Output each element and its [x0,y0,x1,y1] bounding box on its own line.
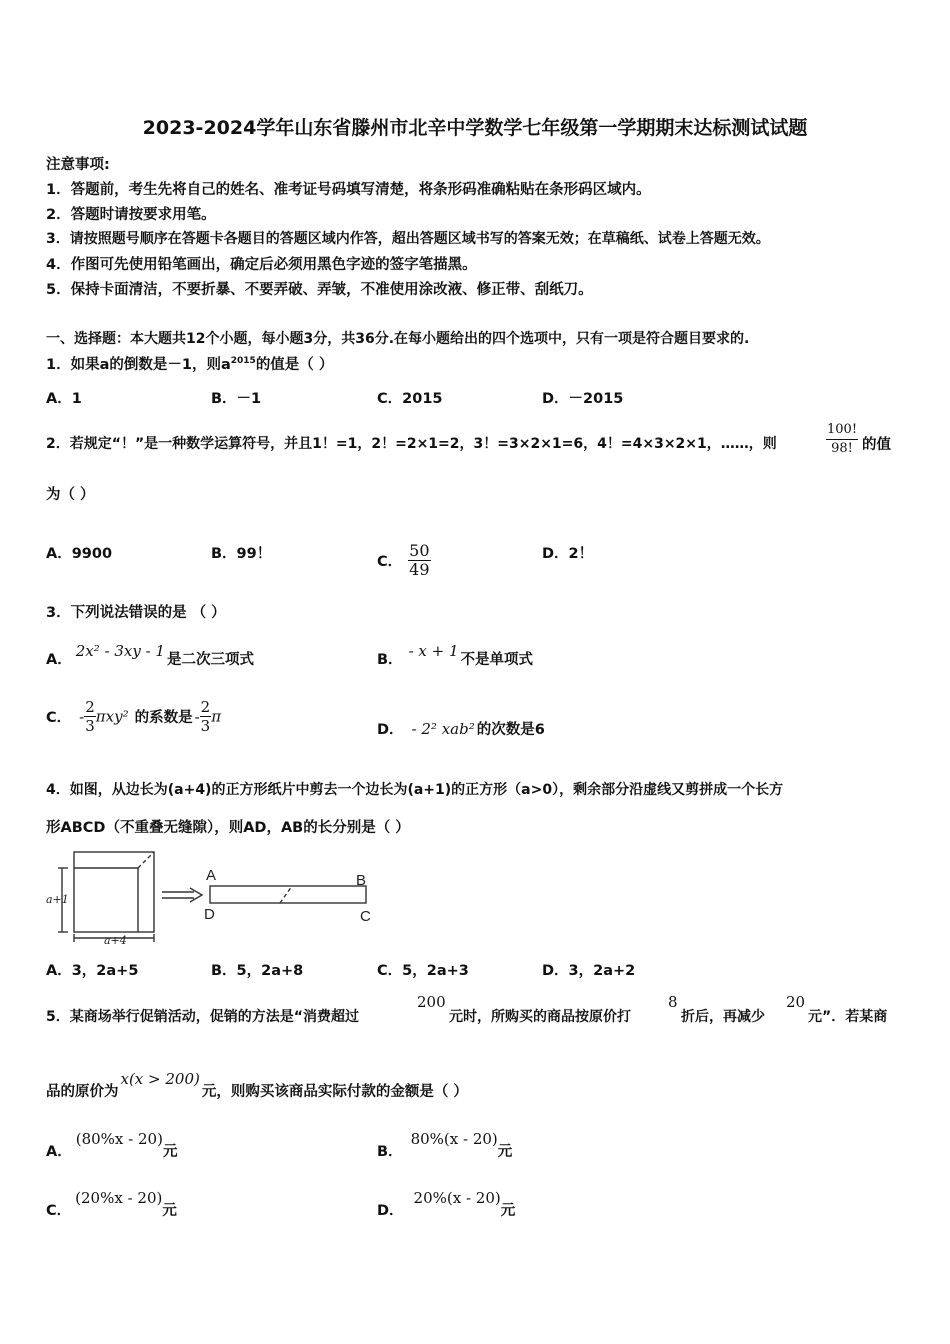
page-title: 2023-2024学年山东省滕州市北辛中学数学七年级第一学期期末达标测试试题 [142,117,808,139]
arrow-icon [162,888,202,902]
q3-option-b[interactable] [377,640,534,668]
q2-stem-b: 的值 [862,437,891,453]
q2-option-a[interactable]: A．9900 [46,546,113,562]
q1-option-c[interactable]: C．2015 [377,391,443,407]
q3-option-b-text: 不是单项式 [460,652,534,668]
q2-stem-c: 为（ ） [46,487,95,503]
q5-option-d-label: D． [377,1203,404,1219]
q3-option-c-fraction [84,698,96,735]
q4-option-c[interactable]: C．5，2a+3 [377,963,469,979]
q5-num-20: 20 [786,993,806,1011]
q3-option-d[interactable] [377,718,545,739]
vertex-b: B [356,872,367,889]
q3-option-d-label: D． [377,722,404,738]
rect-dashed-cut [280,886,292,903]
q2-option-c-fraction [408,542,430,579]
q2-option-d[interactable]: D．2！ [542,546,594,562]
q3-minus-sign-2: - [194,707,200,726]
q3-option-a-math: 2x² - 3xy - 1 [75,642,165,660]
rectangle-abcd [210,886,366,903]
notice-item: 4．作图可先使用铅笔画出，确定后必须用黑色字迹的签字笔描黑。 [46,257,477,273]
q3-minus-sign: - [79,707,85,726]
q3-option-a-label: A． [46,652,72,668]
q5-num-200: 200 [417,993,446,1011]
vertex-c: C [360,908,371,925]
q4-figure [44,846,384,946]
q5-option-c-math: (20%x - 20) [75,1189,163,1207]
q4-option-b[interactable]: B．5，2a+8 [211,963,304,979]
q3-option-c-tail2: π [211,707,222,726]
q5-option-b-unit: 元 [497,1144,513,1160]
vertex-a: A [206,867,217,884]
vertex-d: D [204,906,215,923]
notice-item: 3．请按照题号顺序在答题卡各题目的答题区域内作答，超出答题区域书写的答案无效；在草稿纸、试卷上答题无效。 [46,231,770,247]
q3-option-c-text: 的系数是 [134,710,193,726]
q2-option-c[interactable] [377,542,431,579]
q3-option-d-math: - 2² xab² [411,720,475,738]
q5-stem-d: 元”．若某商 [808,1009,888,1025]
q3-option-c[interactable] [46,698,221,735]
q3-option-c-label: C． [46,710,72,726]
notice-item: 5．保持卡面清洁，不要折暴、不要弄破、弄皱，不准使用涂改液、修正带、刮纸刀。 [46,282,593,298]
q5-num-8: 8 [668,993,678,1011]
bottom-label: a+4 [104,934,127,946]
q3-c-num: 2 [85,698,95,716]
q2-option-c-den: 49 [409,560,430,579]
q4-line-2: 形ABCD（不重叠无缝隙），则AD，AB的长分别是（ ） [46,820,410,836]
q2-option-c-num: 50 [409,541,430,560]
q3-c-den: 3 [85,717,95,735]
q5-line2-math: x(x > 200) [120,1070,200,1088]
q1-stem-b: 的值是（ ） [255,357,334,373]
q5-line-2 [46,1070,468,1101]
notice-item: 1．答题前，考生先将自己的姓名、准考证号码填写清楚，将条形码准确粘贴在条形码区域内。 [46,182,651,198]
q2-option-c-label: C． [377,554,403,570]
q5-option-c[interactable] [46,1187,177,1219]
q1-option-d[interactable]: D．－2015 [542,391,624,407]
inner-square-edge [74,868,138,932]
q3-option-c-fraction-2 [200,698,212,735]
q3-option-c-tail: πxy² [95,707,129,726]
q4-option-a[interactable]: A．3，2a+5 [46,963,139,979]
q5-option-a-math: (80%x - 20) [75,1130,163,1148]
q5-option-b-math: 80%(x - 20) [410,1130,498,1148]
q5-line2-a: 品的原价为 [46,1084,119,1100]
q1-stem-a: 1．如果a的倒数是－1，则a [46,357,231,373]
q1-option-b[interactable]: B．－1 [211,391,262,407]
q2-option-b[interactable]: B．99！ [211,546,272,562]
q3-stem: 3．下列说法错误的是 （ ） [46,605,226,621]
notice-item: 2．答题时请按要求用笔。 [46,207,216,223]
diagonal-dashed-cut [138,852,154,868]
question-1-stem [46,353,333,374]
notice-heading: 注意事项: [46,157,110,173]
q1-option-a[interactable]: A．1 [46,391,82,407]
q3-option-d-text: 的次数是6 [476,722,545,738]
q2-frac-den: 98! [831,441,853,456]
q1-exponent: 2015 [230,356,256,367]
q5-stem-b: 元时，所购买的商品按原价打 [449,1009,631,1025]
q5-option-d-unit: 元 [500,1203,516,1219]
q5-option-a[interactable] [46,1128,178,1160]
q5-option-a-label: A． [46,1144,72,1160]
q5-line2-b: 元，则购买该商品实际付款的金额是（ ） [201,1084,468,1100]
q4-line-1: 4．如图，从边长为(a+4)的正方形纸片中剪去一个边长为(a+1)的正方形（a>0），剩余部分沿虚线又剪拼成一个长方 [46,782,784,798]
q2-fraction [826,421,858,458]
q3-option-a-text: 是二次三项式 [166,652,254,668]
q5-stem-a: 5．某商场举行促销活动，促销的方法是“消费超过 [46,1009,359,1025]
q5-option-d[interactable] [377,1187,516,1219]
q5-option-b[interactable] [377,1128,513,1160]
q3-option-a[interactable] [46,640,254,668]
q4-option-d[interactable]: D．3，2a+2 [542,963,636,979]
q5-option-b-label: B． [377,1144,403,1160]
q2-stem-a: 2．若规定“！”是一种数学运算符号，并且1！=1，2！=2×1=2，3！=3×2×1=6，4！=4×3×2×1，……，则 [46,436,777,452]
q5-option-c-label: C． [46,1203,72,1219]
q3-c-den2: 3 [200,717,211,735]
q5-option-d-math: 20%(x - 20) [413,1189,501,1207]
q5-option-c-unit: 元 [162,1203,177,1219]
q3-c-num2: 2 [200,698,211,716]
q3-option-b-label: B． [377,652,403,668]
q5-stem-c: 折后，再减少 [681,1009,765,1025]
outer-square [74,852,154,932]
q2-frac-num: 100! [826,421,858,440]
q5-option-a-unit: 元 [162,1144,178,1160]
q3-option-b-math: - x + 1 [408,642,459,660]
side-label: a+1 [46,893,69,906]
section-heading: 一、选择题：本大题共12个小题，每小题3分，共36分.在每小题给出的四个选项中，只有一项是符合题目要求的. [46,331,750,347]
